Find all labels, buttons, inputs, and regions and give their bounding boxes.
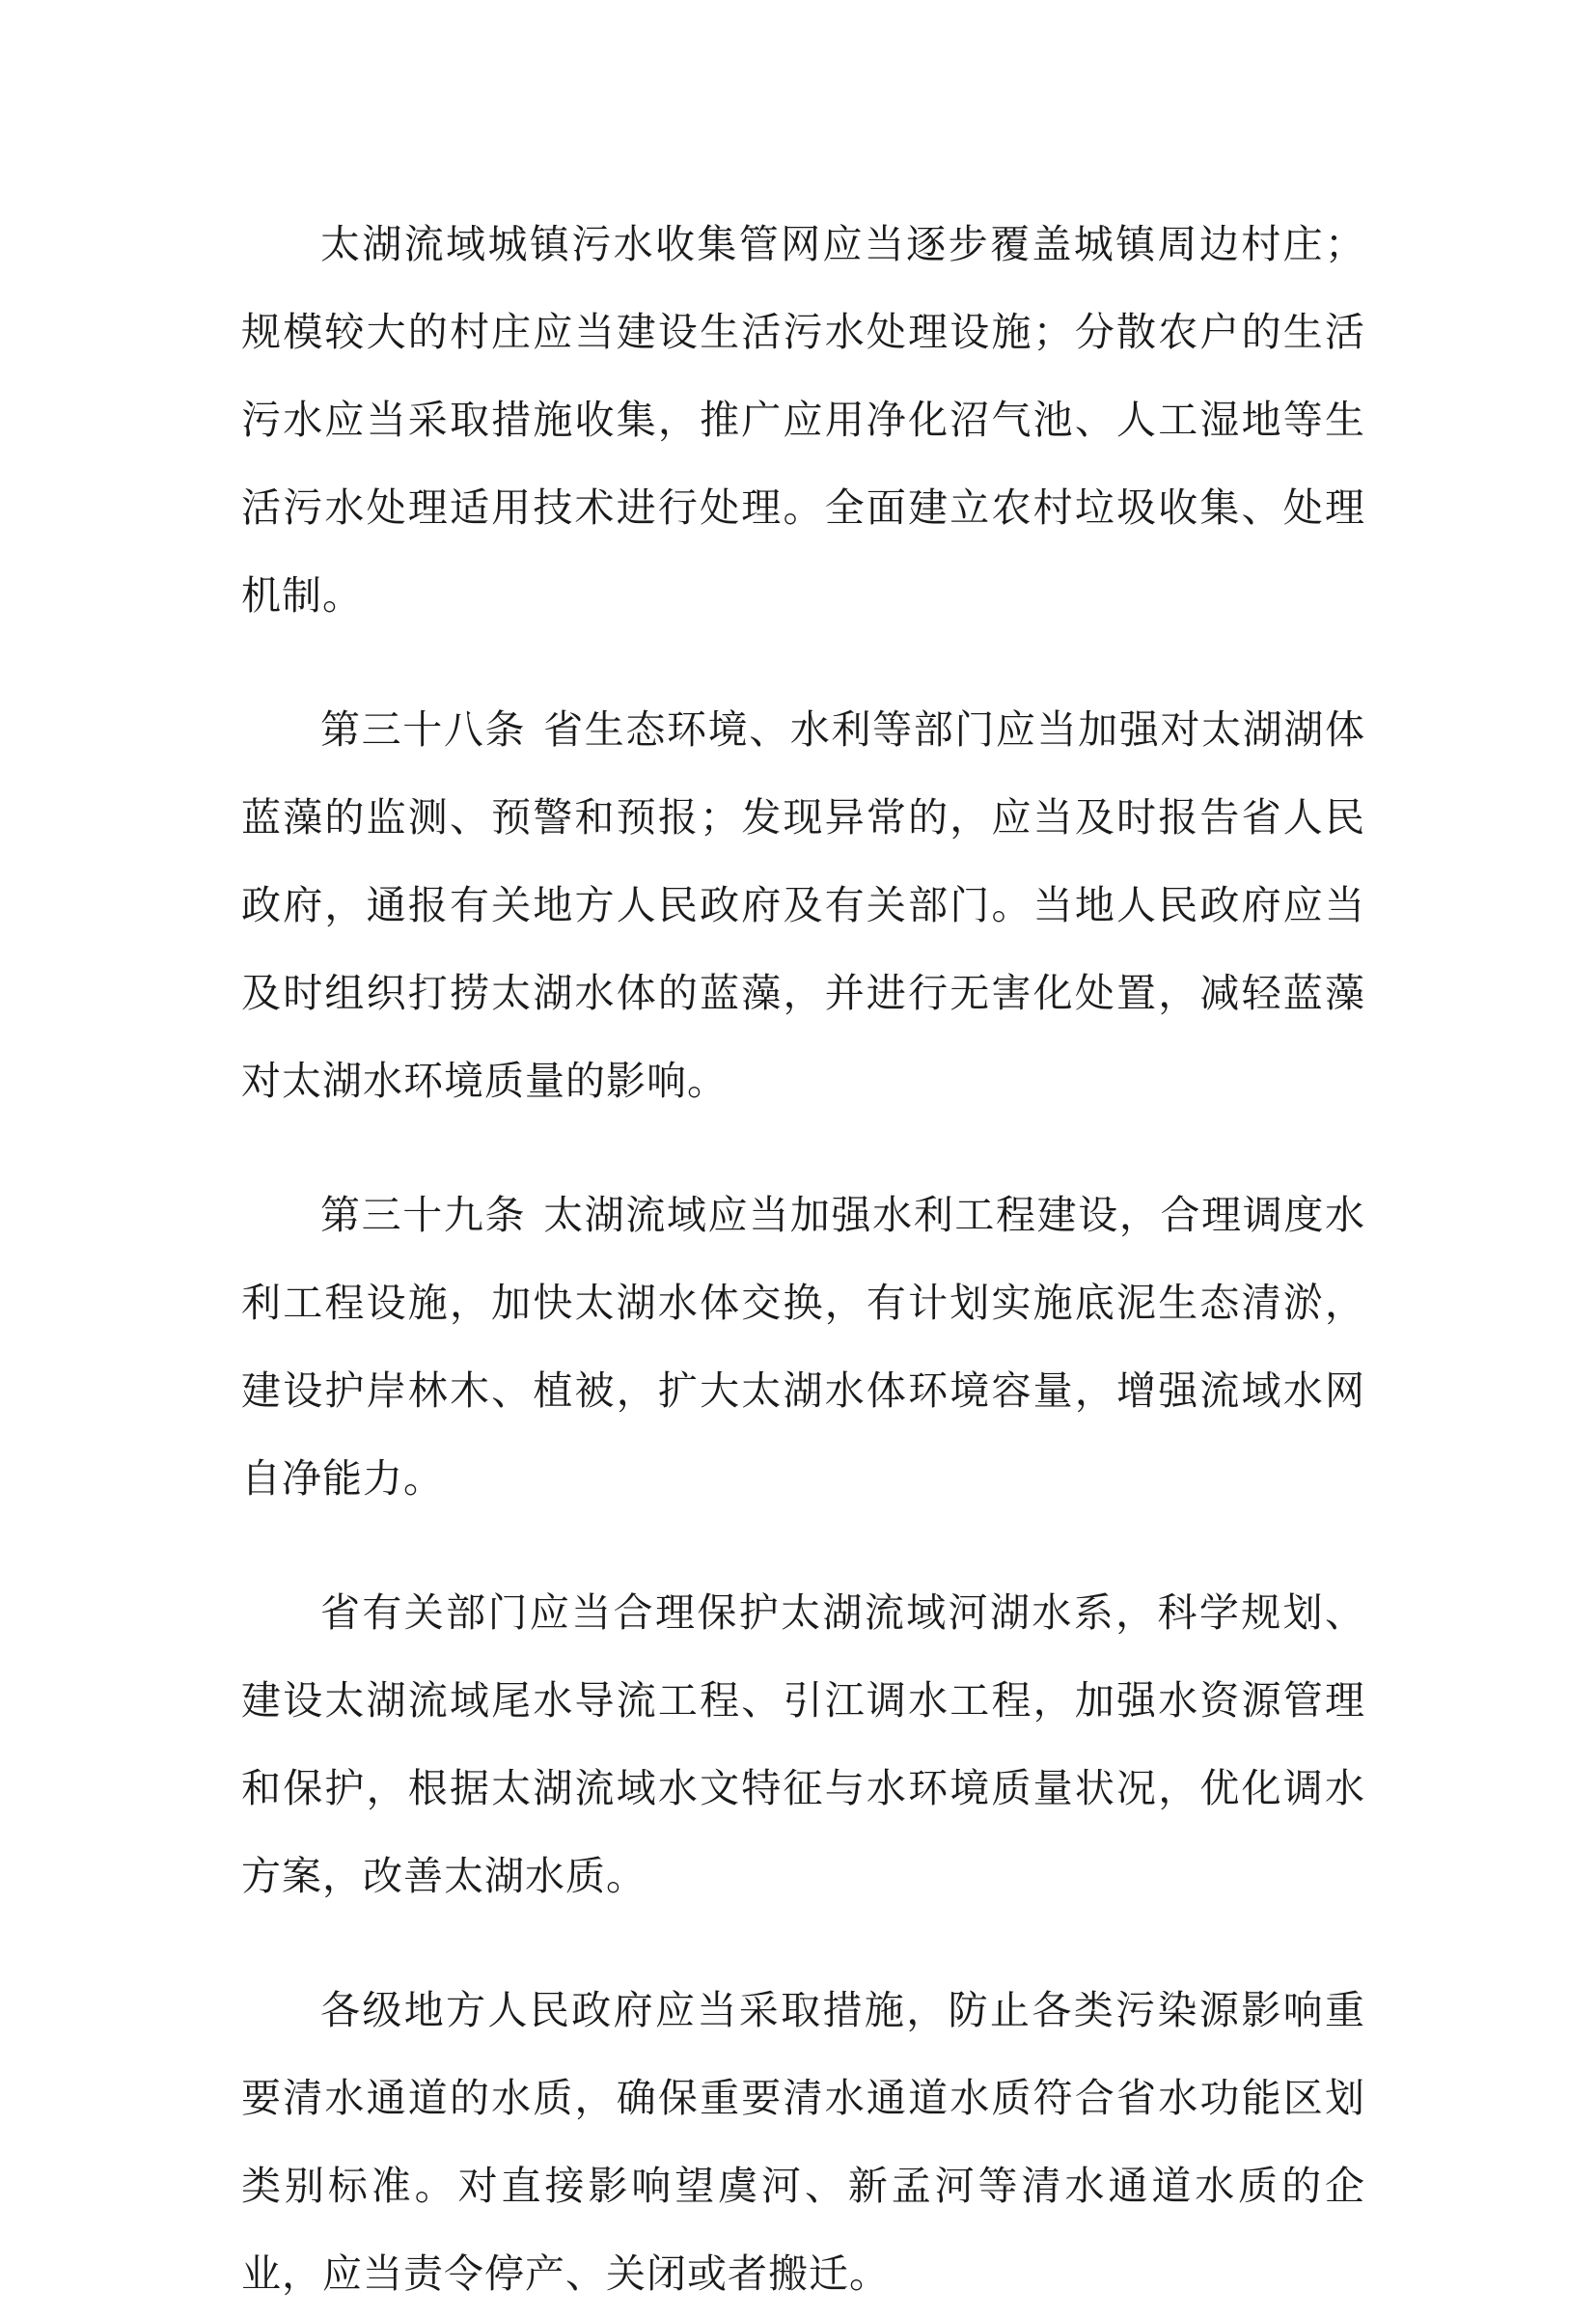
paragraph-text: 太湖流域应当加强水利工程建设，合理调度水利工程设施，加快太湖水体交换，有计划实施底泥生态清淤，建设护岸林木、植被，扩大太湖水体环境容量，增强流域水网自净能力。 — [241, 1192, 1365, 1502]
paragraph-text: 省生态环境、水利等部门应当加强对太湖湖体蓝藻的监测、预警和预报；发现异常的，应当及时报告省人民政府，通报有关地方人民政府及有关部门。当地人民政府应当及时组织打捞太湖水体的蓝藻，并进行无害化处置，减轻蓝藻对太湖水环境质量的影响。 — [241, 706, 1365, 1104]
paragraph-text: 省有关部门应当合理保护太湖流域河湖水系，科学规划、建设太湖流域尾水导流工程、引江调水工程，加强水资源管理和保护，根据太湖流域水文特征与水环境质量状况，优化调水方案，改善太湖水质。 — [241, 1589, 1365, 1899]
article-number: 第三十九条 — [320, 1192, 527, 1238]
paragraph-water-diversion — [241, 1569, 1365, 1920]
paragraph-clean-water-channels — [241, 1967, 1365, 2318]
paragraph-rural-sewage — [241, 201, 1365, 640]
paragraph-article-38 — [241, 686, 1365, 1125]
article-number: 第三十八条 — [320, 706, 527, 753]
document-body — [241, 201, 1365, 2318]
paragraph-text: 各级地方人民政府应当采取措施，防止各类污染源影响重要清水通道的水质，确保重要清水通道水质符合省水功能区划类别标准。对直接影响望虞河、新孟河等清水通道水质的企业，应当责令停产、关闭或者搬迁。 — [241, 1987, 1365, 2297]
paragraph-article-39 — [241, 1172, 1365, 1523]
paragraph-text: 太湖流域城镇污水收集管网应当逐步覆盖城镇周边村庄；规模较大的村庄应当建设生活污水处理设施；分散农户的生活污水应当采取措施收集，推广应用净化沼气池、人工湿地等生活污水处理适用技术进行处理。全面建立农村垃圾收集、处理机制。 — [241, 221, 1365, 619]
